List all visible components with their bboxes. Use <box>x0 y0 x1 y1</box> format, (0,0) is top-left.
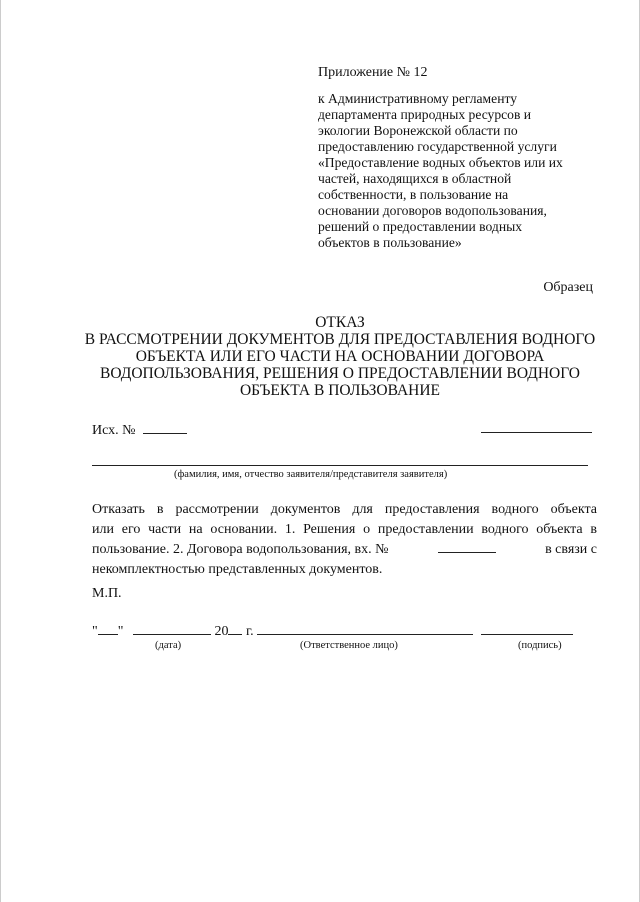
title-line: В РАССМОТРЕНИИ ДОКУМЕНТОВ ДЛЯ ПРЕДОСТАВЛЕНИЯ ВОДНОГО <box>84 331 596 348</box>
quote-open: " <box>92 624 98 639</box>
title-heading: ОТКАЗ <box>315 314 365 331</box>
applicant-name-line <box>92 465 588 466</box>
regulation-line: департамента природных ресурсов и <box>318 107 532 122</box>
regulation-line: предоставлению государственной услуги <box>318 139 557 154</box>
title-line: ВОДОПОЛЬЗОВАНИЯ, РЕШЕНИЯ О ПРЕДОСТАВЛЕНИИ ВОДНОГО <box>100 365 580 382</box>
page-edge-left <box>0 0 1 902</box>
body-line-end: в связи с <box>545 542 597 557</box>
refusal-text <box>92 500 597 580</box>
outgoing-number-blank <box>143 421 187 434</box>
year-blank <box>228 622 242 635</box>
regulation-line: решений о предоставлении водных <box>318 219 523 234</box>
outgoing-number <box>92 421 187 439</box>
regulation-line: частей, находящихся в областной <box>318 171 512 186</box>
body-line: некомплектностью представленных документов. <box>92 562 383 577</box>
date-blank-line <box>481 432 592 433</box>
month-blank <box>133 622 211 635</box>
regulation-line: собственности, в пользование на <box>318 187 509 202</box>
regulation-line: к Административному регламенту <box>318 91 518 106</box>
regulation-reference <box>318 91 603 251</box>
signature-blank <box>481 622 573 635</box>
incoming-number-blank <box>438 540 496 553</box>
regulation-line: «Предоставление водных объектов или их <box>318 155 563 170</box>
signature-caption: (подпись) <box>518 640 562 651</box>
responsible-person-blank <box>257 622 473 635</box>
date-caption: (дата) <box>155 640 182 651</box>
regulation-line: экологии Воронежской области по <box>318 123 518 138</box>
signature-row <box>92 622 573 640</box>
regulation-line: основании договоров водопользования, <box>318 203 547 218</box>
responsible-caption: (Ответственное лицо) <box>300 640 398 651</box>
sample-label: Образец <box>543 280 593 295</box>
year-prefix: 20 <box>214 624 229 639</box>
title-line: ОБЪЕКТА ИЛИ ЕГО ЧАСТИ НА ОСНОВАНИИ ДОГОВОРА <box>135 348 545 365</box>
title-line: ОБЪЕКТА В ПОЛЬЗОВАНИЕ <box>239 382 441 399</box>
stamp-label: М.П. <box>92 586 122 601</box>
day-blank <box>98 622 118 635</box>
body-line <box>92 540 597 560</box>
quote-close: " <box>117 624 124 639</box>
document-title <box>70 314 610 399</box>
body-line: Отказать в рассмотрении документов для предоставления водного объекта <box>92 502 597 517</box>
body-line: или его части на основании. 1. Решения о предоставлении водного объекта в <box>92 522 597 537</box>
outgoing-label: Исх. № <box>92 423 136 438</box>
body-line-start: пользование. 2. Договора водопользования, вх. № <box>92 542 389 557</box>
applicant-caption: (фамилия, имя, отчество заявителя/представителя заявителя) <box>174 469 448 480</box>
regulation-line: объектов в пользование» <box>318 235 462 250</box>
appendix-label: Приложение № 12 <box>318 65 428 80</box>
year-suffix: г. <box>245 624 254 639</box>
